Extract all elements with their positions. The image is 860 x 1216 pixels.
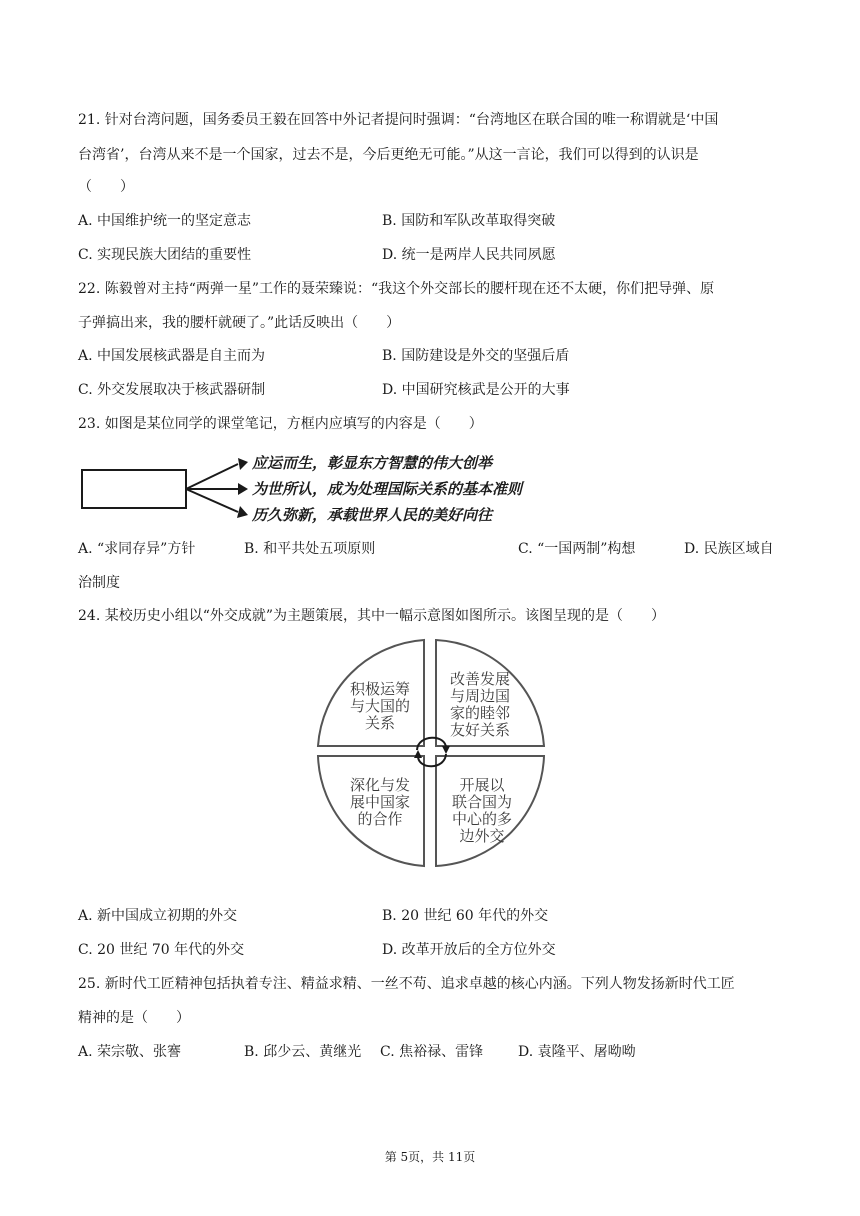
q25-option-a: A. 荣宗敬、张謇 bbox=[78, 1044, 182, 1060]
q24-bottom-right-line2: 联合国为 bbox=[451, 793, 513, 811]
q25-text-line2: 精神的是（ ） bbox=[78, 1010, 190, 1026]
q23-option-d: D. 民族区域自 bbox=[684, 541, 774, 557]
q21-text-line1: 21. 针对台湾问题，国务委员王毅在回答中外记者提问时强调：“台湾地区在联合国的唯一称谓就是‘中国 bbox=[78, 112, 719, 128]
q22-text-line1: 22. 陈毅曾对主持“两弹一星”工作的聂荣臻说：“我这个外交部长的腰杆现在还不太硬，你们把导弹、原 bbox=[78, 281, 715, 297]
q24-bottom-left-line1: 深化与发 bbox=[349, 776, 411, 794]
q21-option-c: C. 实现民族大团结的重要性 bbox=[78, 247, 252, 263]
q24-top-left-line1: 积极运筹 bbox=[349, 680, 411, 698]
q24-bottom-left-line3: 的合作 bbox=[357, 810, 403, 828]
q23-option-a: A. “求同存异”方针 bbox=[78, 541, 196, 557]
q23-option-b: B. 和平共处五项原则 bbox=[244, 541, 376, 557]
q25-option-d: D. 袁隆平、屠呦呦 bbox=[518, 1044, 636, 1060]
q22-option-b: B. 国防建设是外交的坚强后盾 bbox=[382, 348, 570, 364]
q23-note-item-1: 应运而生，彰显东方智慧的伟大创举 bbox=[252, 454, 493, 472]
q24-top-left-line3: 关系 bbox=[364, 714, 396, 732]
q21-option-b: B. 国防和军队改革取得突破 bbox=[382, 213, 556, 229]
q23-blank-box bbox=[82, 470, 186, 508]
q21-option-a: A. 中国维护统一的坚定意志 bbox=[78, 213, 252, 229]
q24-option-a: A. 新中国成立初期的外交 bbox=[78, 908, 238, 924]
q23-option-c: C. “一国两制”构想 bbox=[518, 541, 636, 557]
q24-bottom-left-line2: 展中国家 bbox=[349, 793, 411, 811]
q25-option-c: C. 焦裕禄、雷锋 bbox=[380, 1044, 484, 1060]
q23-text-line1: 23. 如图是某位同学的课堂笔记，方框内应填写的内容是（ ） bbox=[78, 416, 483, 432]
q22-text-line2: 子弹搞出来，我的腰杆就硬了。”此话反映出（ ） bbox=[78, 315, 401, 331]
q24-top-right-line4: 友好关系 bbox=[449, 721, 511, 739]
q24-text-line1: 24. 某校历史小组以“外交成就”为主题策展，其中一幅示意图如图所示。该图呈现的是（ ） bbox=[78, 608, 666, 624]
q21-text-line3: （ ） bbox=[78, 179, 134, 195]
q24-top-right-line2: 与周边国 bbox=[449, 687, 511, 705]
q24-bottom-right-line1: 开展以 bbox=[459, 776, 505, 794]
q24-bottom-right-line4: 边外交 bbox=[459, 827, 505, 845]
q23-option-d-continued: 治制度 bbox=[78, 575, 120, 591]
q23-note-item-3: 历久弥新，承载世界人民的美好向往 bbox=[252, 506, 493, 524]
q25-text-line1: 25. 新时代工匠精神包括执着专注、精益求精、一丝不苟、追求卓越的核心内涵。下列人物发扬新时代工匠 bbox=[78, 976, 735, 992]
q21-text-line2: 台湾省’，台湾从来不是一个国家，过去不是，今后更绝无可能。”从这一言论，我们可以得到的认识是 bbox=[78, 147, 699, 163]
q23-note-item-2: 为世所认，成为处理国际关系的基本准则 bbox=[252, 480, 523, 498]
q22-option-a: A. 中国发展核武器是自主而为 bbox=[78, 348, 266, 364]
q24-diplomacy-diagram bbox=[312, 634, 552, 874]
q22-option-c: C. 外交发展取决于核武器研制 bbox=[78, 382, 266, 398]
q24-top-left-line2: 与大国的 bbox=[349, 697, 411, 715]
q24-option-c: C. 20 世纪 70 年代的外交 bbox=[78, 942, 245, 958]
q24-option-b: B. 20 世纪 60 年代的外交 bbox=[382, 908, 549, 924]
q25-option-b: B. 邱少云、黄继光 bbox=[244, 1044, 362, 1060]
q24-option-d: D. 改革开放后的全方位外交 bbox=[382, 942, 556, 958]
page-number: 第 5页，共 11页 bbox=[384, 1150, 476, 1164]
q23-note-figure bbox=[80, 450, 560, 528]
q24-bottom-right-line3: 中心的多 bbox=[451, 810, 513, 828]
q24-top-right-line3: 家的睦邻 bbox=[449, 704, 511, 722]
q21-option-d: D. 统一是两岸人民共同夙愿 bbox=[382, 247, 556, 263]
q24-top-right-line1: 改善发展 bbox=[449, 670, 511, 688]
q22-option-d: D. 中国研究核武是公开的大事 bbox=[382, 382, 570, 398]
